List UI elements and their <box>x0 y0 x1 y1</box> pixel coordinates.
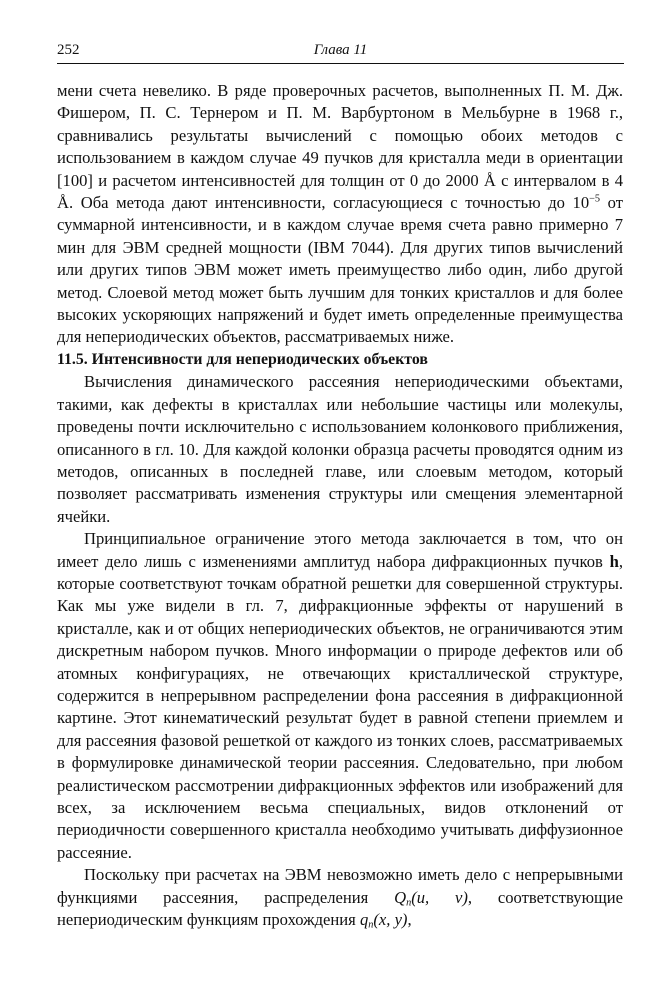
paragraph-1 <box>57 80 623 349</box>
body-text <box>57 80 623 931</box>
subscript-n: n <box>406 897 412 909</box>
paragraph-4-text-c: , <box>407 910 412 930</box>
paragraph-3 <box>57 528 623 864</box>
paragraph-4-text-a: Поскольку при расчетах на ЭВМ невозможно иметь дело с непрерывными функциями рассеяния, распределения <box>57 865 623 907</box>
subscript-n: n <box>368 919 374 931</box>
header-rule <box>57 63 624 64</box>
paragraph-3-text-a: Принципиальное ограничение этого метода заключается в том, что он имеет дело лишь с изменениями амплитуд набора дифракционных пучков <box>57 529 623 571</box>
exponent: −5 <box>589 193 601 205</box>
paragraph-2: Вычисления динамического рассеяния непериодическими объектами, такими, как дефекты в кристаллах или небольшие частицы или молекулы, проведены почти исключительно с использованием колонкового приближения, описанного в гл. 10. Для каждой колонки образца расчеты проводятся одним из методов, описанных в последней главе, или слоевым методом, который позволяет рассматривать изменения структуры или смещения элементарной ячейки. <box>57 372 623 526</box>
paragraph-4 <box>57 864 623 931</box>
paragraph-3-text-b: , которые соответствуют точкам обратной решетки для совершенной структуры. Как мы уже видели в гл. 7, дифракционные эффекты от нарушений в кристалле, как и от общих непериодических объектов, не ограничиваются этим дискретным набором пучков. Много информации о природе дефектов или об атомных конфигурациях, не отвечающих кристаллической структуре, содержится в непрерывном распределении фона рассеяния в дифракционной картине. Этот кинематический результат будет в равной степени приемлем и для рассеяния фазовой решеткой от каждого из тонких слоев, рассматриваемых в формулировке динамической теории рассеяния. Следовательно, при любом реалистическом рассмотрении дифракционных эффектов или изображений для всех, за исключением весьма специальных, видов отклонений от периодичности совершенного кристалла необходимо учитывать диффузионное рассеяние. <box>57 551 623 862</box>
page-number: 252 <box>57 42 80 58</box>
function-q-args: (x, y) <box>373 910 408 930</box>
section-heading: 11.5. Интенсивности для непериодических объектов <box>57 350 428 368</box>
function-q: q <box>359 910 369 930</box>
paragraph-1-text-b: от суммарной интенсивности, и в каждом случае время счета равно примерно 7 мин для ЭВМ средней мощности (IBM 7044). Для других типов вычислений или других типов ЭВМ может иметь преимущество либо один, либо другой метод. Слоевой метод может быть лучшим для тонких кристаллов и для более высоких ускоряющих напряжений и будет иметь определенные преимущества для непериодических объектов, рассматриваемых ниже. <box>57 193 623 347</box>
chapter-label: Глава 11 <box>313 42 368 58</box>
function-Q-args: (u, v) <box>411 887 468 907</box>
vector-h: h <box>609 551 619 571</box>
paragraph-1-text-a: мени счета невелико. В ряде проверочных расчетов, выполненных П. М. Дж. Фишером, П. С. Тернером и П. М. Варбуртоном в Мельбурне в 1968 г., сравнивались результаты вычислений с помощью обоих методов с использованием в каждом случае 49 пучков для кристалла меди в ориентации [100] и расчетом интенсивностей для толщин от 0 до 2000 Å с интервалом в 4 Å. Оба метода дают интенсивности, согласующиеся с точностью до 10 <box>57 81 623 213</box>
paragraph-4-text-b: , соответствующие непериодическим функциям прохождения <box>57 887 623 930</box>
function-Q: Q <box>394 887 407 907</box>
